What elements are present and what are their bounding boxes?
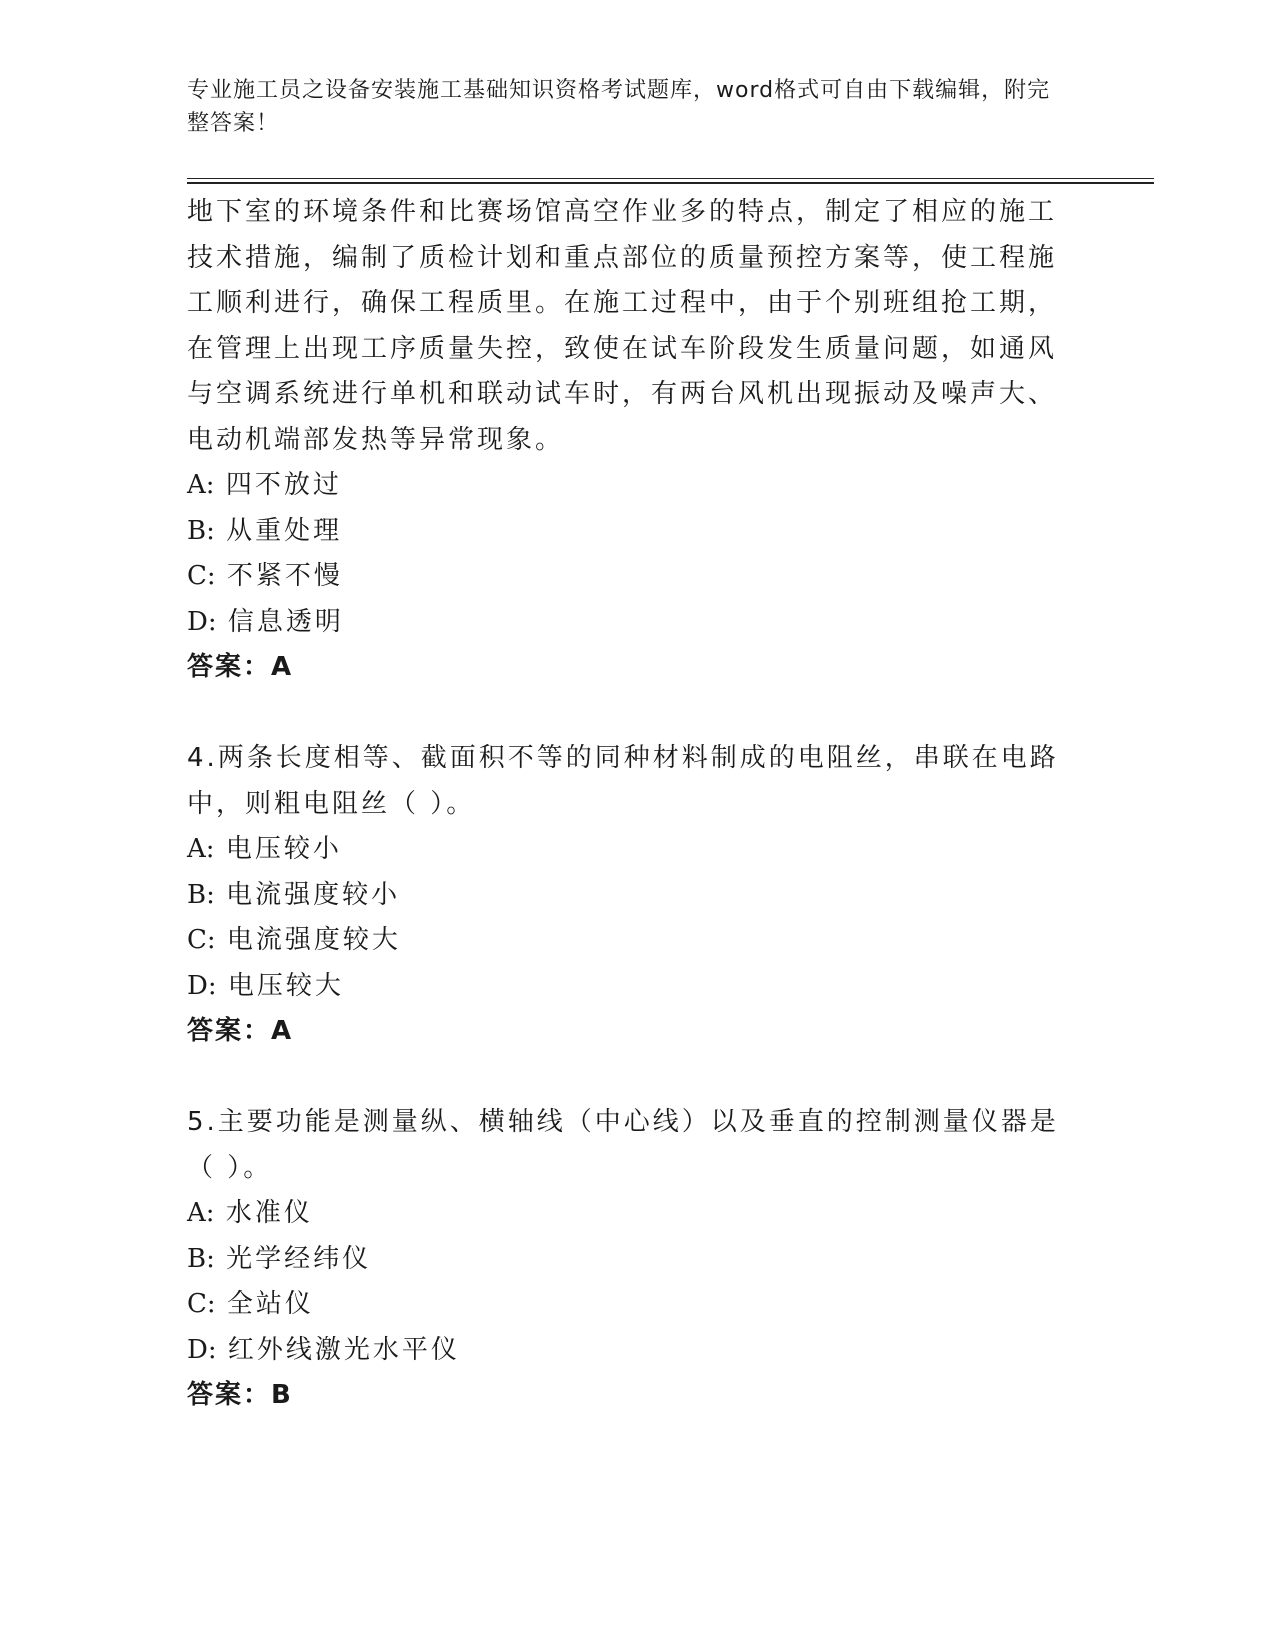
option-text: 信息透明 — [227, 606, 344, 637]
answer-line: 答案：A — [187, 652, 294, 682]
header-divider-thin — [187, 178, 1154, 179]
option-b — [187, 509, 1067, 555]
question-3 — [187, 190, 1067, 691]
option-letter: C: — [187, 561, 216, 591]
option-text: 不紧不慢 — [226, 561, 343, 591]
question-stem: 地下室的环境条件和比赛场馆高空作业多的特点，制定了相应的施工技术措施，编制了质检计划和重点部位的质量预控方案等，使工程施工顺利进行，确保工程质里。在施工过程中，由于个别班组抢工期，在管理上出现工序质量失控，致使在试车阶段发生质量问题，如通风与空调系统进行单机和联动试车时，有两台风机出现振动及噪声大、电动机端部发热等异常现象。 — [187, 197, 1058, 455]
question-5 — [187, 1100, 1067, 1419]
option-text: 电压较小 — [225, 834, 342, 864]
option-text: 从重处理 — [226, 515, 343, 546]
spacer — [187, 1055, 1067, 1101]
option-c — [187, 554, 1067, 600]
option-text: 电流强度较小 — [226, 879, 401, 910]
option-text: 电流强度较大 — [226, 925, 401, 955]
question-4 — [187, 736, 1067, 1055]
option-a — [187, 827, 1067, 873]
option-text: 红外线激光水平仪 — [227, 1334, 460, 1365]
question-list — [187, 190, 1067, 1419]
option-a — [187, 1191, 1067, 1237]
option-text: 光学经纬仪 — [226, 1243, 372, 1274]
answer-line: 答案：B — [187, 1380, 293, 1410]
option-letter: B: — [187, 1243, 215, 1274]
option-c — [187, 1282, 1067, 1328]
option-letter: C: — [187, 925, 216, 955]
option-letter: A: — [187, 1198, 215, 1228]
option-b — [187, 1237, 1067, 1283]
option-letter: B: — [187, 515, 215, 546]
option-c — [187, 918, 1067, 964]
document-header: 专业施工员之设备安装施工基础知识资格考试题库，word格式可自由下载编辑，附完整答案！ — [187, 78, 1051, 136]
option-letter: A: — [187, 470, 215, 500]
option-d — [187, 1328, 1067, 1374]
option-letter: D: — [187, 606, 217, 637]
option-a — [187, 463, 1067, 509]
spacer — [187, 691, 1067, 737]
option-b — [187, 873, 1067, 919]
option-letter: B: — [187, 879, 215, 910]
option-letter: A: — [187, 834, 215, 864]
option-text: 电压较大 — [227, 970, 344, 1001]
option-letter: D: — [187, 970, 217, 1001]
header-divider-thick — [187, 182, 1154, 184]
question-stem: 5.主要功能是测量纵、横轴线（中心线）以及垂直的控制测量仪器是（ ）。 — [187, 1107, 1059, 1183]
option-letter: D: — [187, 1334, 217, 1365]
option-text: 全站仪 — [226, 1289, 314, 1319]
option-text: 四不放过 — [225, 470, 342, 500]
option-d — [187, 600, 1067, 646]
option-d — [187, 964, 1067, 1010]
answer-line: 答案：A — [187, 1016, 294, 1046]
option-text: 水准仪 — [225, 1198, 313, 1228]
question-stem: 4.两条长度相等、截面积不等的同种材料制成的电阻丝，串联在电路中，则粗电阻丝（ ）。 — [187, 743, 1059, 819]
option-letter: C: — [187, 1289, 216, 1319]
